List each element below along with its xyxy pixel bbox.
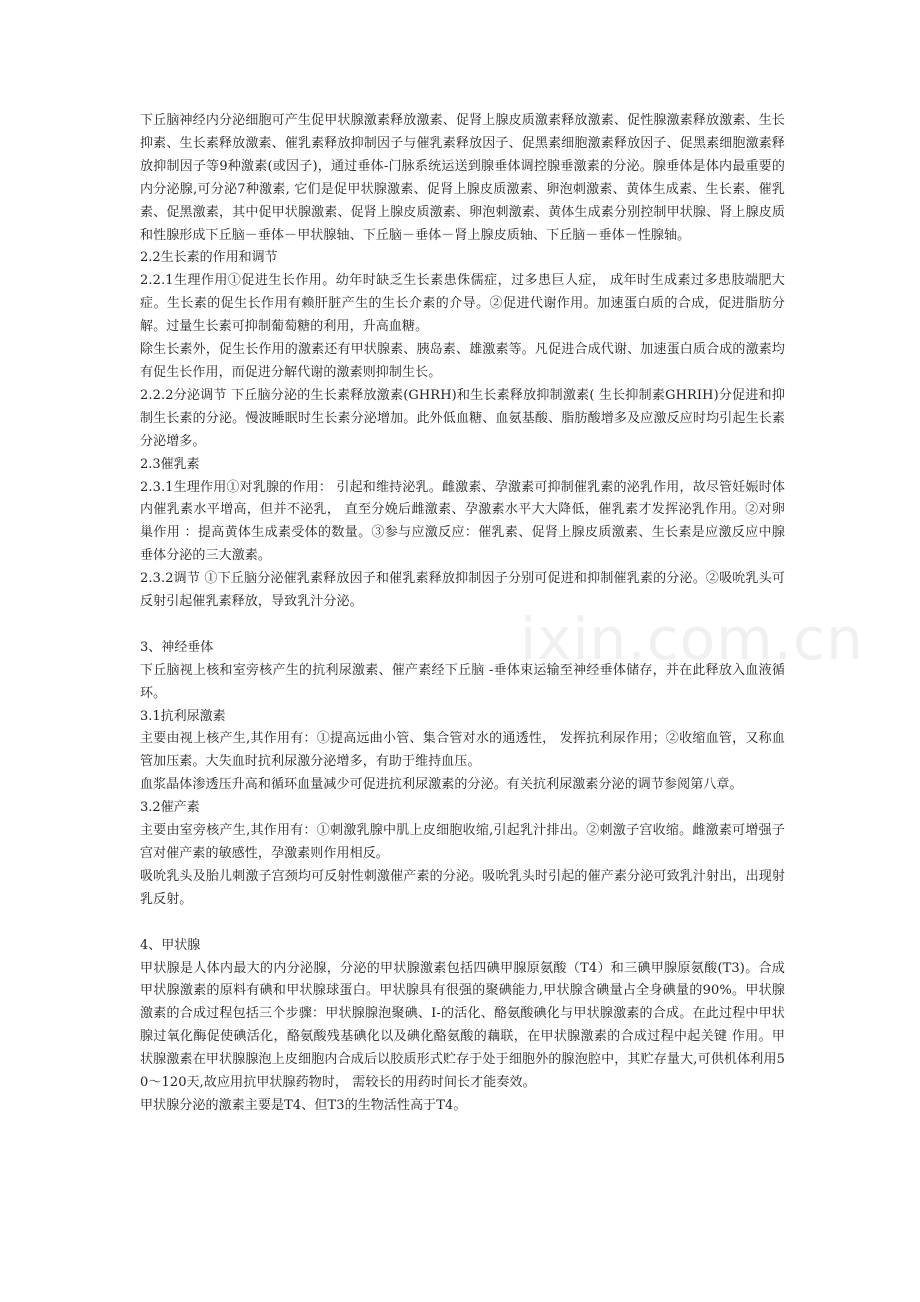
heading-2-2: 2.2生长素的作用和调节 — [140, 250, 278, 266]
heading-2-3: 2.3催乳素 — [140, 456, 200, 472]
paragraph-hypothalamus-intro: 下丘脑神经内分泌细胞可产生促甲状腺激素释放激素、促肾上腺皮质激素释放激素、促性腺激素释放激素、生长抑素、生长素释放激素、催乳素释放抑制因子与催乳素释放因子、促黑素细胞激素释放因子、促黑素细胞激素释放抑制因子等9种激素(或因子)，通过垂体-门脉系统运送到腺垂体调控腺垂激素的分泌。腺垂体是体内最重要的内分泌腺,可分泌7种激素, 它们是促甲状腺激素、促肾上腺皮质激素、卵泡刺激素、黄体生成素、生长素、催乳素、促黑激素，其中促甲状腺激素、促肾上腺皮质激素、卵泡刺激素、黄体生成素分别控制甲状腺、肾上腺皮质和性腺形成下丘脑－垂体－甲状腺轴、下丘脑－垂体－肾上腺皮质轴、下丘脑－垂体－性腺轴。 — [140, 113, 785, 243]
paragraph-adh-effects: 主要由视上核产生,其作用有：①提高远曲小管、集合管对水的通透性， 发挥抗利尿作用；②收缩血管，又称血管加压素。大失血时抗利尿激分泌增多，有助于维持血压。 — [140, 731, 785, 770]
paragraph-thyroid: 甲状腺是人体内最大的内分泌腺，分泌的甲状腺激素包括四碘甲腺原氨酸（T4）和三碘甲腺原氨酸(T3)。合成甲状腺激素的原料有碘和甲状腺球蛋白。甲状腺具有很强的聚碘能力,甲状腺含碘量占全身碘量的90%。甲状腺激素的合成过程包括三个步骤：甲状腺腺泡聚碘、I-的活化、酪氨酸碘化与甲状腺激素的合成。在此过程中甲状腺过氧化酶促使碘活化，酪氨酸残基碘化以及碘化酪氨酸的藕联，在甲状腺激素的合成过程中起关键 作用。甲状腺激素在甲状腺腺泡上皮细胞内合成后以胶质形式贮存于处于细胞外的腺泡腔中，其贮存量大,可供机体利用50～120天,故应用抗甲状腺药物时， 需较长的用药时间长才能奏效。 — [140, 960, 785, 1091]
heading-4: 4、甲状腺 — [140, 937, 201, 953]
paragraph-2-2-1: 2.2.1生理作用①促进生长作用。幼年时缺乏生长素患侏儒症，过多患巨人症， 成年时生成素过多患肢端肥大症。生长素的促生长作用有赖肝脏产生的生长介素的介导。②促进代谢作用。加速蛋白质的合成，促进脂肪分解。过量生长素可抑制葡萄糖的利用，升高血糖。 — [140, 273, 785, 335]
heading-3-2: 3.2催产素 — [140, 800, 200, 816]
heading-3-1: 3.1抗利尿激素 — [140, 708, 226, 724]
watermark: ixin.com.cn — [520, 605, 864, 673]
paragraph-adh-regulation: 血浆晶体渗透压升高和循环血量减少可促进抗利尿激素的分泌。有关抗利尿激素分泌的调节参阅第八章。 — [140, 777, 743, 793]
blank-line — [140, 912, 785, 935]
blank-line — [140, 614, 785, 637]
paragraph-2-3-2: 2.3.2调节 ①下丘脑分泌催乳素释放因子和催乳素释放抑制因子分别可促进和抑制催乳素的分泌。②吸吮乳头可反射引起催乳素释放，导致乳汁分泌。 — [140, 571, 785, 610]
paragraph-thyroid-hormones: 甲状腺分泌的激素主要是T4、但T3的生物活性高于T4。 — [140, 1097, 467, 1113]
paragraph-2-2-2: 2.2.2分泌调节 下丘脑分泌的生长素释放激素(GHRH)和生长素释放抑制激素( 生长抑制素GHRIH)分促进和抑制生长素的分泌。慢波睡眠时生长素分泌增加。此外低血糖、血氨基酸、脂肪酸增多及应激反应时均引起生长素分泌增多。 — [140, 387, 785, 449]
paragraph-growth-hormones: 除生长素外，促生长作用的激素还有甲状腺素、胰岛素、雄激素等。凡促进合成代谢、加速蛋白质合成的激素均有促生长作用，而促进分解代谢的激素则抑制生长。 — [140, 342, 785, 380]
heading-3: 3、神经垂体 — [140, 639, 214, 655]
document-body — [140, 110, 785, 1118]
paragraph-oxytocin-effects: 主要由室旁核产生,其作用有：①刺激乳腺中肌上皮细胞收缩,引起乳汁排出。②刺激子宫收缩。雌激素可增强子宫对催产素的敏感性，孕激素则作用相反。 — [140, 823, 785, 861]
paragraph-neurohypophysis: 下丘脑视上核和室旁核产生的抗利尿激素、催产素经下丘脑 -垂体束运输至神经垂体储存，并在此释放入血液循环。 — [140, 662, 785, 701]
paragraph-2-3-1: 2.3.1生理作用①对乳腺的作用： 引起和维持泌乳。雌激素、孕激素可抑制催乳素的泌乳作用，故尽管妊娠时体内催乳素水平增高，但并不泌乳， 直至分娩后雌激素、孕激素水平大大降低，催乳素才发挥泌乳作用。②对卵巢作用 ：提高黄体生成素受体的数量。③参与应激反应：催乳素、促肾上腺皮质激素、生长素是应激反应中腺垂体分泌的三大激素。 — [140, 479, 785, 564]
paragraph-oxytocin-reflex: 吸吮乳头及胎儿刺激子宫颈均可反射性刺激催产素的分泌。吸吮乳头时引起的催产素分泌可致乳汁射出，出现射乳反射。 — [140, 868, 785, 907]
